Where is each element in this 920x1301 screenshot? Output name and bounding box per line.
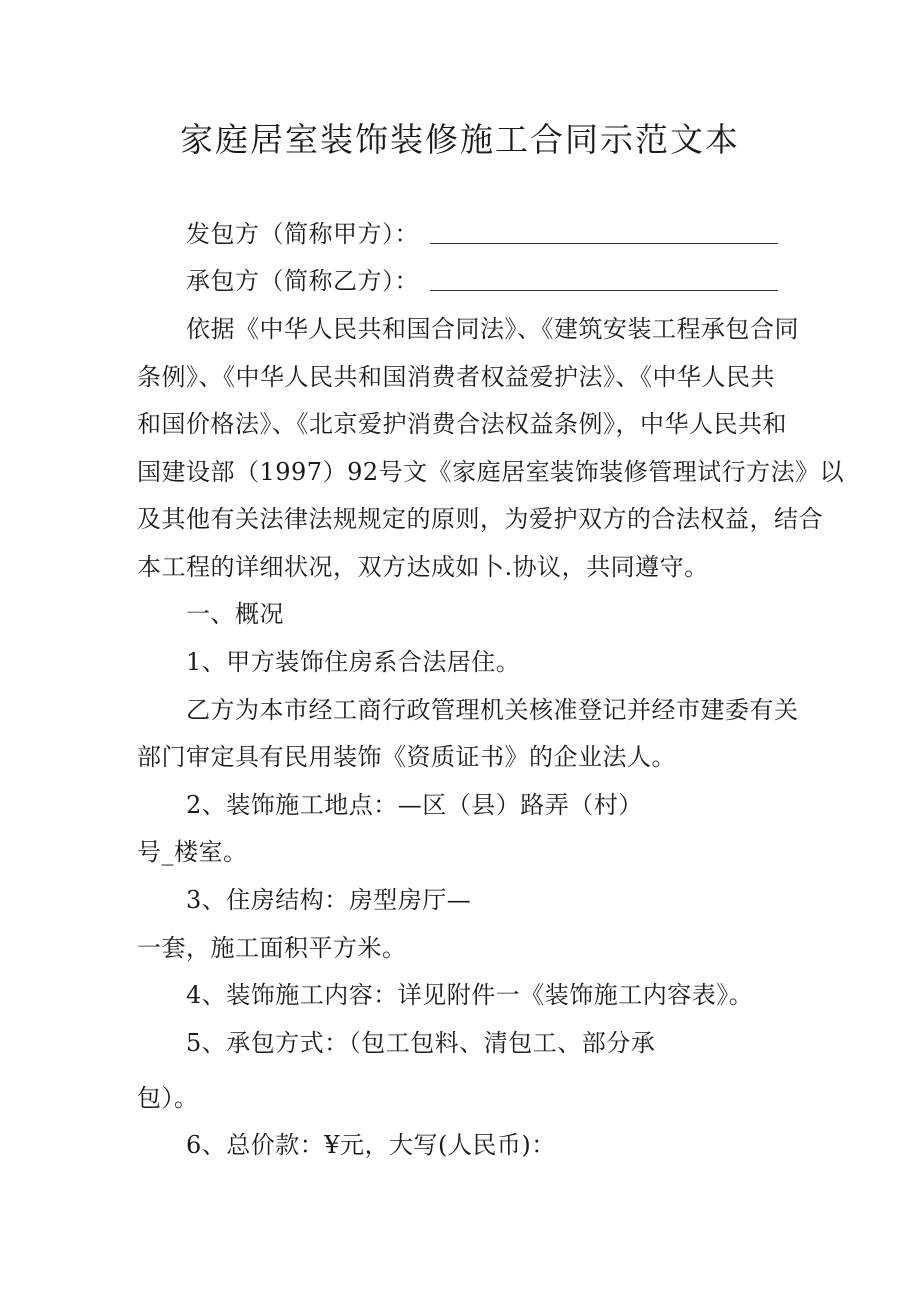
clause-item-continuation: 包）。 — [137, 1084, 199, 1112]
clause-item: 1、甲方装饰住房系合法居住。 — [186, 648, 521, 676]
clause-item: 5、承包方式：（包工包料、清包工、部分承 — [186, 1029, 656, 1057]
document-title: 家庭居室装饰装修施工合同示范文本 — [180, 120, 740, 159]
subcontractor-label: 承包方（简称乙方）： — [186, 267, 419, 295]
clause-item-continuation: 号_楼室。 — [137, 838, 248, 866]
preamble-line: 国建设部（1997）92号文《家庭居室装饰装修管理试行方法》以 — [137, 458, 845, 486]
clause-detail: 乙方为本市经工商行政管理机关核准登记并经市建委有关 — [186, 696, 799, 724]
preamble-line: 本工程的详细状况，双方达成如卜.协议，共同遵守。 — [137, 553, 709, 581]
clause-item: 2、装饰施工地点：—区（县）路弄（村） — [186, 791, 643, 819]
subcontractor-blank — [430, 290, 778, 291]
preamble-line: 依据《中华人民共和国合同法》、《建筑安装工程承包合同 — [186, 315, 799, 343]
preamble-line: 和国价格法》、《北京爱护消费合法权益条例》，中华人民共和 — [137, 410, 787, 438]
clause-item-continuation: 一套，施工面积平方米。 — [137, 934, 407, 962]
clause-item: 4、装饰施工内容：详见附件一《装饰施工内容表》。 — [186, 981, 754, 1009]
contractor-label: 发包方（简称甲方）： — [186, 220, 419, 248]
contractor-blank — [430, 243, 778, 244]
clause-item: 3、住房结构：房型房厅— — [186, 886, 472, 914]
clause-detail: 部门审定具有民用装饰《资质证书》的企业法人。 — [137, 743, 676, 771]
preamble-line: 条例》、《中华人民共和国消费者权益爱护法》、《中华人民共 — [137, 363, 775, 391]
clause-item: 6、总价款：¥元，大写(人民币)： — [186, 1131, 556, 1159]
preamble-line: 及其他有关法律法规规定的原则，为爱护双方的合法权益，结合 — [137, 505, 823, 533]
section-heading: 一、概况 — [186, 600, 284, 628]
